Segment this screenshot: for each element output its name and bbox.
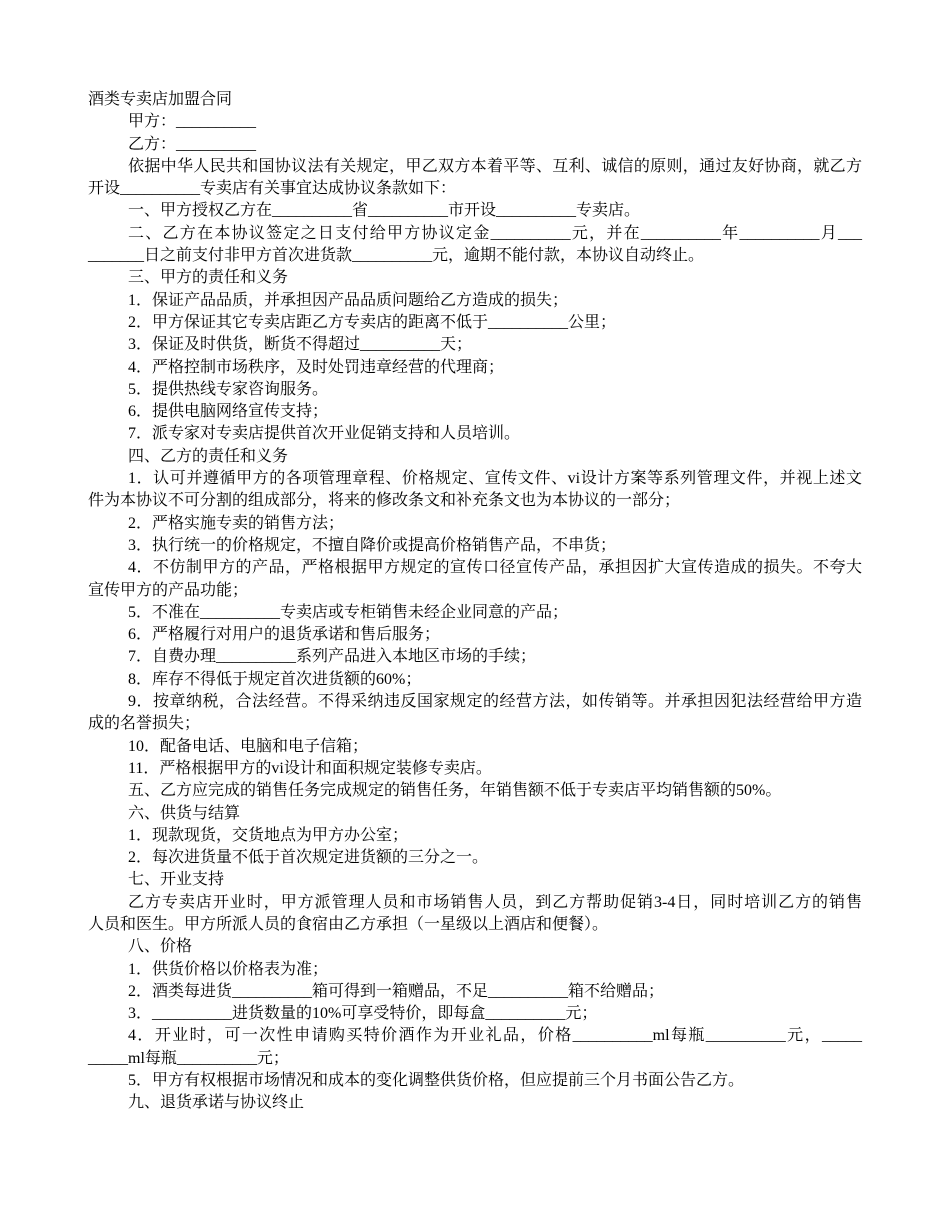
- section-four-item-2: 2．严格实施专卖的销售方法；: [128, 514, 345, 532]
- paragraph-line: 件为本协议不可分割的组成部分，将来的修改条文和补充条文也为本协议的一部分；: [88, 492, 681, 510]
- section-four-item-9: [88, 691, 862, 736]
- section-four-heading: 四、乙方的责任和义务: [128, 447, 289, 465]
- paragraph-line: 1．认可并遵循甲方的各项管理章程、价格规定、宣传文件、vi设计方案等系列管理文件，并视上述文: [128, 470, 862, 488]
- section-six-item-2: 2．每次进货量不低于首次规定进货额的三分之一。: [128, 849, 489, 867]
- section-three-item-4: 4．严格控制市场秩序，及时处罚违章经营的代理商；: [128, 358, 505, 376]
- section-four-item-8: 8．库存不得低于规定首次进货额的60%；: [128, 670, 422, 688]
- party-b-line: 乙方：__________: [128, 135, 257, 153]
- section-five: 五、乙方应完成的销售任务完成规定的销售任务，年销售额不低于专卖店平均销售额的50%。: [128, 782, 782, 800]
- section-nine-heading: 九、退货承诺与协议终止: [128, 1094, 305, 1112]
- section-four-item-10: 10．配备电话、电脑和电子信箱；: [128, 737, 369, 755]
- section-three-item-1: 1．保证产品品质，并承担因产品品质问题给乙方造成的损失；: [128, 291, 569, 309]
- section-seven-heading: 七、开业支持: [128, 871, 225, 889]
- paragraph-line: 二、乙方在本协议签定之日支付给甲方协议定金__________元，并在__________年__________月___: [128, 224, 862, 242]
- clause-one: 一、甲方授权乙方在__________省__________市开设__________专卖店。: [128, 202, 641, 220]
- party-a-line: 甲方：__________: [128, 113, 257, 131]
- section-three-item-5: 5．提供热线专家咨询服务。: [128, 380, 329, 398]
- section-four-item-5: 5．不准在__________专卖店或专柜销售未经企业同意的产品；: [128, 603, 569, 621]
- section-eight-item-5: 5．甲方有权根据市场情况和成本的变化调整供货价格，但应提前三个月书面公告乙方。: [128, 1072, 745, 1090]
- section-eight-item-1: 1．供货价格以价格表为准；: [128, 960, 329, 978]
- paragraph-line: 9．按章纳税，合法经营。不得采纳违反国家规定的经营方法，如传销等。并承担因犯法经营给甲方造: [128, 693, 862, 711]
- paragraph-line: _____ml每瓶__________元；: [88, 1049, 289, 1067]
- preamble-paragraph: [88, 156, 862, 201]
- section-three-item-7: 7．派专家对专卖店提供首次开业促销支持和人员培训。: [128, 425, 521, 443]
- paragraph-line: 人员和医生。甲方所派人员的食宿由乙方承担（一星级以上酒店和便餐）。: [88, 915, 609, 933]
- paragraph-line: 宣传甲方的产品功能；: [88, 581, 249, 599]
- section-four-item-4: [88, 557, 862, 602]
- paragraph-line: 成的名誉损失；: [88, 715, 201, 733]
- paragraph-line: 4．不仿制甲方的产品，严格根据甲方规定的宣传口径宣传产品，承担因扩大宣传造成的损失。不夸大: [128, 559, 862, 577]
- paragraph-line: 依据中华人民共和国协议法有关规定，甲乙双方本着平等、互利、诚信的原则，通过友好协商，就乙方: [128, 157, 862, 175]
- section-six-item-1: 1．现款现货，交货地点为甲方办公室；: [128, 826, 409, 844]
- section-seven-body: [88, 892, 862, 937]
- section-eight-item-3: 3．__________进货数量的10%可享受特价，即每盒__________元；: [128, 1005, 598, 1023]
- section-eight-item-4: [88, 1025, 862, 1070]
- section-six-heading: 六、供货与结算: [128, 804, 241, 822]
- document-title: 酒类专卖店加盟合同: [88, 91, 233, 108]
- section-eight-heading: 八、价格: [128, 938, 193, 956]
- contract-document: [88, 89, 862, 1115]
- section-four-item-6: 6．严格履行对用户的退货承诺和售后服务；: [128, 626, 441, 644]
- section-four-item-3: 3．执行统一的价格规定，不擅自降价或提高价格销售产品，不串货；: [128, 536, 617, 554]
- section-four-item-11: 11．严格根据甲方的vi设计和面积规定装修专卖店。: [128, 759, 492, 777]
- paragraph-line: 开设__________专卖店有关事宜达成协议条款如下：: [88, 180, 457, 198]
- section-eight-item-2: 2．酒类每进货__________箱可得到一箱赠品，不足__________箱不给赠品；: [128, 982, 665, 1000]
- clause-two: [88, 223, 862, 268]
- section-three-item-3: 3．保证及时供货，断货不得超过__________天；: [128, 336, 473, 354]
- paragraph-line: 4．开业时，可一次性申请购买特价酒作为开业礼品，价格__________ml每瓶__________元，_____: [128, 1027, 862, 1045]
- paragraph-line: 乙方专卖店开业时，甲方派管理人员和市场销售人员，到乙方帮助促销3-4日，同时培训乙方的销售: [128, 893, 862, 911]
- section-three-item-2: 2．甲方保证其它专卖店距乙方专卖店的距离不低于__________公里；: [128, 313, 617, 331]
- section-three-heading: 三、甲方的责任和义务: [128, 269, 289, 287]
- section-three-item-6: 6．提供电脑网络宣传支持；: [128, 403, 329, 421]
- section-four-item-7: 7．自费办理__________系列产品进入本地区市场的手续；: [128, 648, 537, 666]
- section-four-item-1: [88, 468, 862, 513]
- paragraph-line: _______日之前支付非甲方首次进货款__________元，逾期不能付款，本协议自动终止。: [88, 247, 705, 265]
